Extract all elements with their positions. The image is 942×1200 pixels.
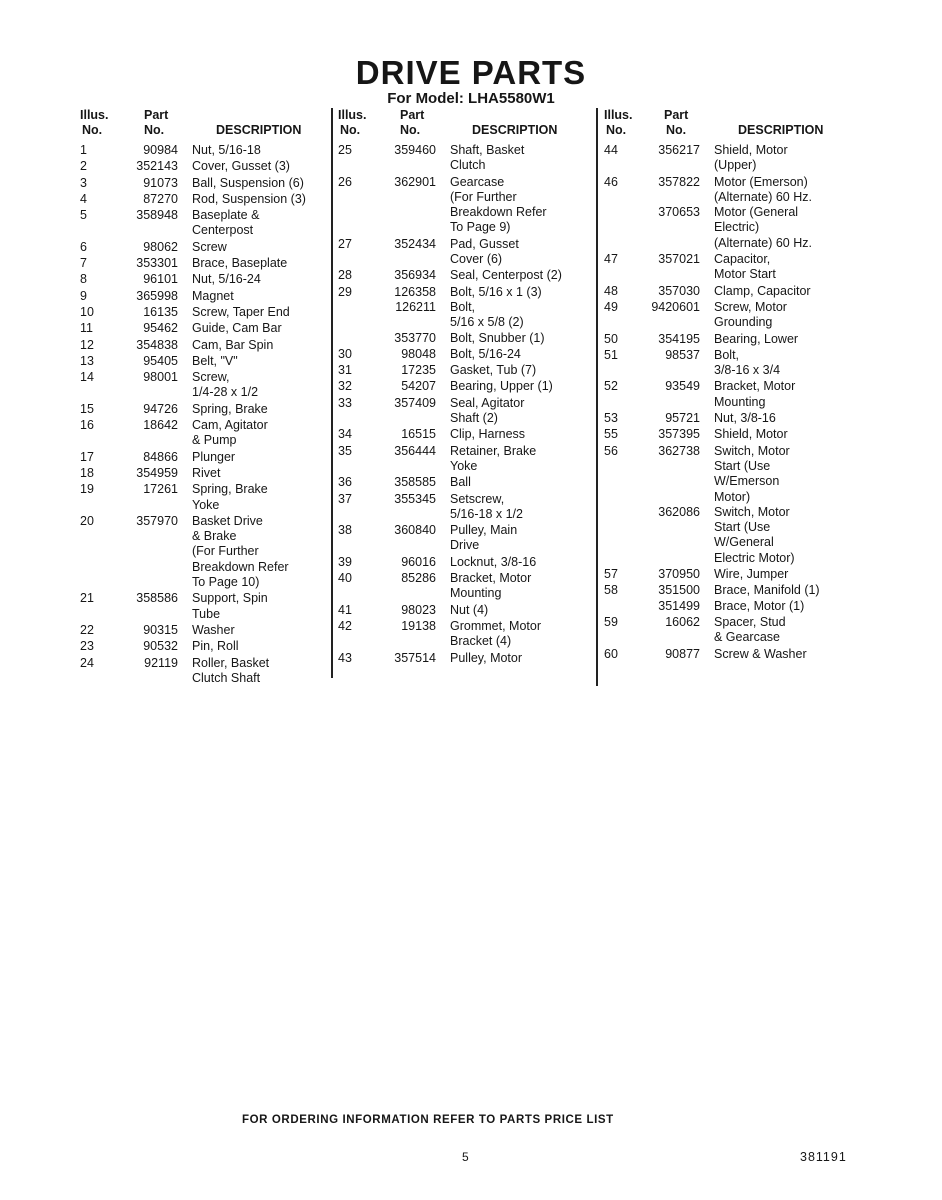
part-description: Brace, Manifold (1) bbox=[714, 583, 820, 598]
part-description: Screw & Washer bbox=[714, 646, 807, 661]
parts-list bbox=[338, 143, 594, 666]
illus-number: 1 bbox=[80, 143, 87, 157]
part-row bbox=[80, 176, 328, 191]
part-row bbox=[338, 555, 594, 570]
part-description: Screw, Taper End bbox=[192, 304, 290, 319]
part-number: 352434 bbox=[394, 236, 436, 251]
part-description: Bolt, Snubber (1) bbox=[450, 330, 545, 345]
illus-number: 20 bbox=[80, 513, 94, 528]
illus-number: 41 bbox=[338, 602, 352, 617]
illus-number: 23 bbox=[80, 639, 94, 654]
part-description: Clip, Harness bbox=[450, 427, 526, 442]
part-number: 353301 bbox=[136, 256, 178, 271]
part-description: Shield, Motor (Upper) bbox=[714, 143, 788, 173]
part-row bbox=[338, 300, 594, 331]
illus-number: 26 bbox=[338, 174, 352, 189]
part-row bbox=[80, 591, 328, 622]
part-description: Pulley, Motor bbox=[450, 650, 523, 665]
part-description: Bracket, Motor Mounting bbox=[450, 571, 532, 601]
part-row bbox=[80, 639, 328, 654]
illus-header-line1: Illus. bbox=[80, 108, 109, 122]
part-description: Pin, Roll bbox=[192, 639, 239, 654]
part-description: Seal, Centerpost (2) bbox=[450, 268, 562, 283]
illus-number: 27 bbox=[338, 236, 352, 251]
part-description: Gearcase (For Further Breakdown Refer To Page 9) bbox=[450, 174, 547, 235]
part-number: 19138 bbox=[401, 618, 436, 633]
part-row bbox=[338, 475, 594, 490]
part-description: Switch, Motor Start (Use W/General Electric Motor) bbox=[714, 504, 795, 565]
illus-number: 4 bbox=[80, 191, 87, 206]
ordering-info-footer: FOR ORDERING INFORMATION REFER TO PARTS PRICE LIST bbox=[242, 1114, 614, 1126]
illus-number: 34 bbox=[338, 427, 352, 442]
part-row bbox=[338, 285, 594, 300]
part-number: 92119 bbox=[144, 655, 178, 670]
part-number: 358586 bbox=[136, 591, 178, 606]
illus-header-line1: Illus. bbox=[604, 108, 633, 122]
part-description: Motor (Emerson) (Alternate) 60 Hz. bbox=[714, 174, 812, 204]
part-row bbox=[80, 321, 328, 336]
illus-number: 7 bbox=[80, 256, 87, 271]
part-number: 85286 bbox=[401, 571, 436, 586]
illus-number: 24 bbox=[80, 655, 94, 670]
part-description: Wire, Jumper bbox=[714, 567, 789, 582]
illus-header-line2: No. bbox=[606, 123, 627, 137]
part-number: 358948 bbox=[136, 208, 178, 223]
part-number: 16515 bbox=[401, 427, 436, 442]
part-row bbox=[604, 175, 864, 206]
part-number: 93549 bbox=[665, 379, 700, 394]
part-description: Ball bbox=[450, 475, 471, 490]
illus-number: 22 bbox=[80, 622, 94, 637]
illus-number: 40 bbox=[338, 571, 352, 586]
illus-number: 32 bbox=[338, 379, 352, 394]
part-description: Nut, 5/16-24 bbox=[192, 272, 261, 287]
part-number: 370950 bbox=[658, 567, 700, 582]
column-divider bbox=[596, 108, 598, 686]
illus-number bbox=[338, 300, 380, 331]
part-row bbox=[80, 466, 328, 481]
part-number: 126211 bbox=[395, 299, 436, 314]
part-number: 54207 bbox=[401, 379, 436, 394]
illus-number: 57 bbox=[604, 567, 618, 582]
part-row bbox=[604, 647, 864, 662]
part-description: Bolt, 3/8-16 x 3/4 bbox=[714, 347, 781, 378]
part-number: 358585 bbox=[394, 475, 436, 490]
parts-list bbox=[604, 143, 864, 662]
part-number: 95405 bbox=[143, 353, 178, 368]
part-row bbox=[604, 379, 864, 410]
part-row bbox=[80, 338, 328, 353]
part-description: Capacitor, Motor Start bbox=[714, 252, 776, 282]
illus-number: 52 bbox=[604, 379, 618, 394]
part-description: Shaft, Basket Clutch bbox=[450, 143, 525, 173]
part-description: Rivet bbox=[192, 465, 221, 480]
column-header bbox=[80, 108, 328, 142]
illus-number: 50 bbox=[604, 331, 618, 346]
illus-number: 10 bbox=[80, 304, 94, 319]
column-header bbox=[338, 108, 594, 142]
illus-number: 19 bbox=[80, 482, 94, 497]
part-description: Grommet, Motor Bracket (4) bbox=[450, 618, 541, 649]
illus-number: 37 bbox=[338, 491, 352, 506]
part-row bbox=[604, 252, 864, 283]
part-number: 95721 bbox=[665, 411, 700, 426]
part-number: 353770 bbox=[394, 330, 436, 345]
part-row bbox=[604, 567, 864, 582]
part-number: 356217 bbox=[658, 143, 700, 157]
parts-column-3 bbox=[604, 108, 864, 662]
part-row bbox=[604, 143, 864, 174]
parts-list bbox=[80, 143, 328, 686]
part-row bbox=[338, 619, 594, 650]
part-row bbox=[80, 159, 328, 174]
part-row bbox=[338, 347, 594, 362]
part-number: 87270 bbox=[143, 191, 178, 206]
part-number: 362901 bbox=[394, 174, 436, 189]
illus-number: 39 bbox=[338, 554, 352, 569]
part-row bbox=[80, 354, 328, 369]
part-description: Locknut, 3/8-16 bbox=[450, 554, 537, 569]
part-description: Support, Spin Tube bbox=[192, 591, 268, 621]
part-description: Bracket, Motor Mounting bbox=[714, 379, 796, 409]
illus-number: 59 bbox=[604, 614, 618, 629]
part-number: 357409 bbox=[394, 395, 436, 410]
part-description: Motor (General Electric) (Alternate) 60 Hz. bbox=[714, 205, 812, 250]
part-description: Magnet bbox=[192, 288, 234, 303]
part-description: Baseplate & Centerpost bbox=[192, 208, 260, 238]
part-row bbox=[338, 396, 594, 427]
part-row bbox=[80, 272, 328, 287]
part-description: Cover, Gusset (3) bbox=[192, 159, 290, 174]
illus-number: 13 bbox=[80, 353, 94, 368]
part-description: Pulley, Main Drive bbox=[450, 523, 518, 553]
illus-number: 51 bbox=[604, 347, 618, 362]
part-number: 17235 bbox=[401, 363, 436, 378]
part-description: Ball, Suspension (6) bbox=[192, 175, 304, 190]
illus-number bbox=[604, 205, 644, 251]
illus-number: 15 bbox=[80, 401, 94, 416]
part-row bbox=[338, 523, 594, 554]
part-row bbox=[338, 427, 594, 442]
part-number: 90877 bbox=[665, 646, 700, 661]
column-divider bbox=[331, 108, 333, 678]
illus-number: 48 bbox=[604, 283, 618, 298]
part-number: 370653 bbox=[658, 205, 700, 220]
part-description: Bolt, 5/16 x 5/8 (2) bbox=[450, 299, 524, 330]
illus-number: 6 bbox=[80, 239, 87, 254]
illus-number: 58 bbox=[604, 583, 618, 598]
column-header bbox=[604, 108, 864, 142]
part-row bbox=[604, 583, 864, 598]
illus-number: 16 bbox=[80, 418, 94, 433]
illus-number: 18 bbox=[80, 465, 94, 480]
part-description: Seal, Agitator Shaft (2) bbox=[450, 395, 525, 426]
illus-number: 49 bbox=[604, 299, 618, 314]
part-header-line1: Part bbox=[664, 108, 689, 122]
part-number: 9420601 bbox=[651, 299, 700, 314]
part-header-line2: No. bbox=[400, 123, 421, 137]
part-header-line2: No. bbox=[144, 123, 165, 137]
part-row bbox=[604, 599, 864, 614]
part-number: 84866 bbox=[143, 449, 178, 464]
part-number: 16135 bbox=[143, 304, 178, 319]
part-row bbox=[338, 175, 594, 236]
part-row bbox=[80, 623, 328, 638]
illus-number: 30 bbox=[338, 346, 352, 361]
part-row bbox=[338, 492, 594, 523]
part-row bbox=[80, 370, 328, 401]
part-row bbox=[604, 300, 864, 331]
illus-number: 36 bbox=[338, 475, 352, 490]
part-row bbox=[80, 418, 328, 449]
part-row bbox=[80, 656, 328, 687]
part-description: Basket Drive & Brake (For Further Breakdown Refer To Page 10) bbox=[192, 513, 289, 590]
part-number: 365998 bbox=[136, 288, 178, 303]
part-row bbox=[80, 402, 328, 417]
part-row bbox=[338, 571, 594, 602]
parts-column-2 bbox=[338, 108, 594, 666]
part-number: 357030 bbox=[658, 283, 700, 298]
part-number: 351499 bbox=[658, 598, 700, 613]
part-description: Screw, 1/4-28 x 1/2 bbox=[192, 370, 259, 400]
part-number: 362738 bbox=[658, 443, 700, 458]
part-description: Nut (4) bbox=[450, 602, 489, 617]
illus-number: 35 bbox=[338, 443, 352, 458]
part-description: Spring, Brake Yoke bbox=[192, 482, 268, 512]
part-row bbox=[604, 332, 864, 347]
part-number: 357970 bbox=[136, 513, 178, 528]
part-description: Bearing, Lower bbox=[714, 331, 799, 346]
part-number: 357021 bbox=[658, 252, 700, 267]
model-subtitle: For Model: LHA5580W1 bbox=[387, 90, 555, 107]
illus-number: 56 bbox=[604, 443, 618, 458]
part-row bbox=[338, 379, 594, 394]
part-row bbox=[338, 651, 594, 666]
part-description: Guide, Cam Bar bbox=[192, 321, 282, 336]
illus-number: 25 bbox=[338, 143, 352, 157]
part-description: Plunger bbox=[192, 449, 236, 464]
illus-number: 55 bbox=[604, 427, 618, 442]
part-number: 91073 bbox=[143, 175, 178, 190]
part-row bbox=[604, 348, 864, 379]
part-number: 355345 bbox=[394, 491, 436, 506]
page-title: DRIVE PARTS bbox=[355, 54, 587, 91]
part-header-line1: Part bbox=[144, 108, 169, 122]
part-row bbox=[80, 256, 328, 271]
part-description: Roller, Basket Clutch Shaft bbox=[192, 655, 270, 685]
illus-number: 14 bbox=[80, 370, 94, 385]
part-number: 98023 bbox=[401, 602, 436, 617]
part-description: Spacer, Stud & Gearcase bbox=[714, 614, 786, 645]
part-description: Rod, Suspension (3) bbox=[192, 191, 306, 206]
illus-number bbox=[338, 331, 380, 346]
part-number: 356934 bbox=[394, 268, 436, 283]
part-description: Shield, Motor bbox=[714, 427, 788, 442]
part-row bbox=[80, 289, 328, 304]
part-description: Cam, Bar Spin bbox=[192, 337, 274, 352]
part-number: 90315 bbox=[143, 622, 178, 637]
illus-number bbox=[604, 505, 644, 566]
illus-header-line1: Illus. bbox=[338, 108, 367, 122]
part-header-line1: Part bbox=[400, 108, 425, 122]
part-row bbox=[338, 363, 594, 378]
part-description: Bearing, Upper (1) bbox=[450, 379, 553, 394]
part-number: 354838 bbox=[136, 337, 178, 352]
page-number: 5 bbox=[462, 1150, 469, 1164]
part-description: Clamp, Capacitor bbox=[714, 283, 811, 298]
part-description: Gasket, Tub (7) bbox=[450, 363, 537, 378]
part-row bbox=[604, 205, 864, 251]
illus-number: 33 bbox=[338, 395, 352, 410]
part-number: 354959 bbox=[136, 465, 178, 480]
part-number: 98048 bbox=[401, 346, 436, 361]
part-description: Cam, Agitator & Pump bbox=[192, 418, 268, 448]
part-description: Nut, 5/16-18 bbox=[192, 143, 261, 157]
part-row bbox=[338, 268, 594, 283]
part-number: 126358 bbox=[394, 284, 436, 299]
part-row bbox=[80, 143, 328, 158]
part-description: Brace, Baseplate bbox=[192, 256, 288, 271]
part-description: Setscrew, 5/16-18 x 1/2 bbox=[450, 491, 523, 521]
illus-number: 46 bbox=[604, 174, 618, 189]
part-number: 360840 bbox=[394, 523, 436, 538]
illus-number bbox=[604, 599, 644, 614]
illus-number: 9 bbox=[80, 288, 87, 303]
illus-number: 5 bbox=[80, 208, 87, 223]
part-description: Bolt, 5/16-24 bbox=[450, 346, 521, 361]
part-number: 94726 bbox=[143, 401, 178, 416]
part-number: 357514 bbox=[394, 650, 436, 665]
part-number: 95462 bbox=[143, 321, 178, 336]
part-description: Brace, Motor (1) bbox=[714, 598, 805, 613]
part-row bbox=[80, 240, 328, 255]
part-row bbox=[604, 615, 864, 646]
part-number: 98062 bbox=[143, 239, 178, 254]
illus-number: 2 bbox=[80, 159, 87, 174]
illus-number: 21 bbox=[80, 591, 94, 606]
part-number: 17261 bbox=[143, 482, 178, 497]
part-number: 359460 bbox=[394, 143, 436, 157]
part-number: 98001 bbox=[143, 370, 178, 385]
illus-number: 42 bbox=[338, 618, 352, 633]
part-row bbox=[80, 450, 328, 465]
part-number: 354195 bbox=[658, 331, 700, 346]
illus-number: 8 bbox=[80, 272, 87, 287]
part-row bbox=[80, 305, 328, 320]
part-row bbox=[604, 411, 864, 426]
part-description: Screw bbox=[192, 239, 227, 254]
illus-number: 31 bbox=[338, 363, 352, 378]
part-row bbox=[80, 482, 328, 513]
part-number: 90984 bbox=[143, 143, 178, 157]
part-row bbox=[338, 444, 594, 475]
part-row bbox=[80, 514, 328, 590]
part-description: Nut, 3/8-16 bbox=[714, 411, 776, 426]
illus-number: 3 bbox=[80, 175, 87, 190]
illus-number: 47 bbox=[604, 252, 618, 267]
part-number: 90532 bbox=[143, 639, 178, 654]
part-row bbox=[604, 444, 864, 505]
part-number: 362086 bbox=[658, 504, 700, 519]
part-row bbox=[338, 603, 594, 618]
part-number: 96101 bbox=[143, 272, 178, 287]
part-row bbox=[338, 331, 594, 346]
part-row bbox=[604, 505, 864, 566]
part-description: Washer bbox=[192, 622, 235, 637]
part-description: Belt, "V" bbox=[192, 353, 238, 368]
illus-number: 29 bbox=[338, 284, 352, 299]
illus-number: 53 bbox=[604, 411, 618, 426]
part-row bbox=[338, 143, 594, 174]
part-row bbox=[80, 208, 328, 239]
part-number: 18642 bbox=[143, 418, 178, 433]
part-number: 351500 bbox=[658, 583, 700, 598]
part-number: 357395 bbox=[658, 427, 700, 442]
illus-number: 60 bbox=[604, 646, 618, 661]
illus-header-line2: No. bbox=[340, 123, 361, 137]
part-number: 98537 bbox=[665, 347, 700, 362]
part-number: 16062 bbox=[665, 614, 700, 629]
illus-number: 44 bbox=[604, 143, 618, 157]
part-number: 356444 bbox=[394, 443, 436, 458]
illus-number: 38 bbox=[338, 523, 352, 538]
part-description: Pad, Gusset Cover (6) bbox=[450, 236, 519, 267]
description-header: DESCRIPTION bbox=[216, 123, 302, 137]
part-description: Switch, Motor Start (Use W/Emerson Motor) bbox=[714, 443, 790, 504]
part-number: 357822 bbox=[658, 174, 700, 189]
illus-number: 12 bbox=[80, 337, 94, 352]
part-description: Screw, Motor Grounding bbox=[714, 299, 787, 330]
part-header-line2: No. bbox=[666, 123, 687, 137]
part-number: 352143 bbox=[136, 159, 178, 174]
part-description: Spring, Brake bbox=[192, 401, 268, 416]
part-row bbox=[338, 237, 594, 268]
parts-column-1 bbox=[80, 108, 328, 686]
part-row bbox=[604, 284, 864, 299]
description-header: DESCRIPTION bbox=[738, 123, 824, 137]
document-number: 381191 bbox=[800, 1150, 847, 1164]
description-header: DESCRIPTION bbox=[472, 123, 558, 137]
part-description: Retainer, Brake Yoke bbox=[450, 443, 537, 473]
illus-number: 28 bbox=[338, 268, 352, 283]
part-number: 96016 bbox=[401, 554, 436, 569]
illus-number: 43 bbox=[338, 650, 352, 665]
part-description: Bolt, 5/16 x 1 (3) bbox=[450, 284, 542, 299]
part-row bbox=[80, 192, 328, 207]
illus-number: 11 bbox=[80, 321, 93, 336]
illus-number: 17 bbox=[80, 449, 94, 464]
illus-header-line2: No. bbox=[82, 123, 103, 137]
part-row bbox=[604, 427, 864, 442]
